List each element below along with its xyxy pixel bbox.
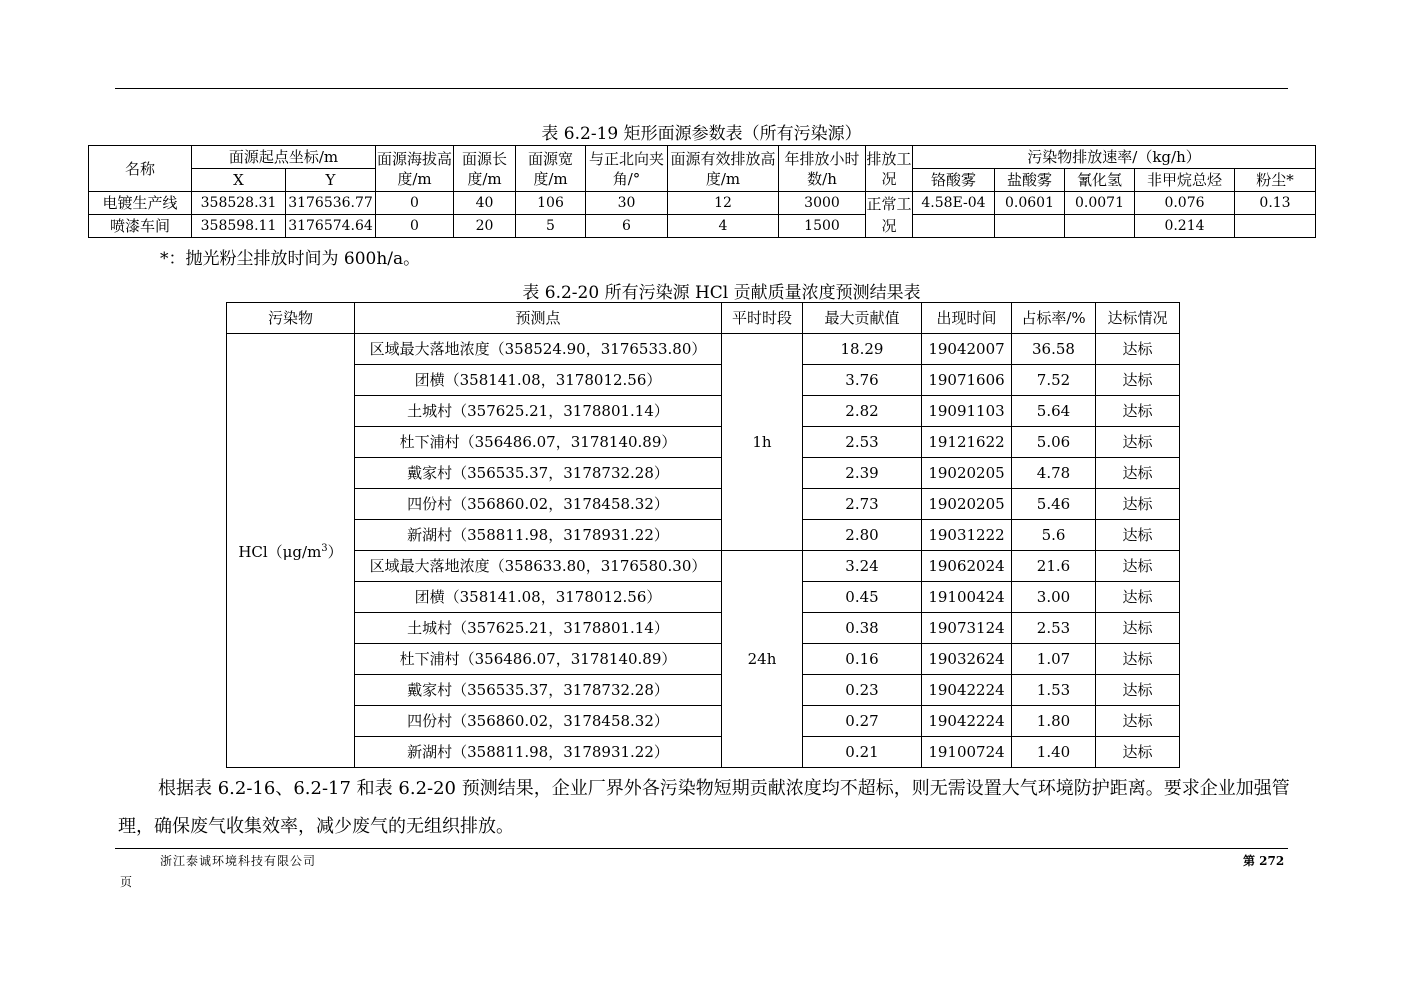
- cell-angle: 6: [586, 215, 668, 238]
- cell-width: 5: [516, 215, 586, 238]
- cell-x: 358528.31: [192, 192, 286, 215]
- cell-max: 0.23: [803, 675, 922, 706]
- cell-ratio: 3.00: [1012, 582, 1096, 613]
- header-dust: 粉尘*: [1235, 169, 1316, 192]
- header-pollutant: 污染物: [227, 303, 355, 334]
- cell-status: 达标: [1096, 644, 1180, 675]
- cell-ratio: 4.78: [1012, 458, 1096, 489]
- cell-max: 0.21: [803, 737, 922, 768]
- cell-ratio: 1.07: [1012, 644, 1096, 675]
- table-row: [227, 365, 1180, 396]
- footer-rule: [115, 848, 1288, 849]
- cell-name: 喷漆车间: [89, 215, 192, 238]
- cell-status: 达标: [1096, 458, 1180, 489]
- table-row: [227, 551, 1180, 582]
- table-row: [227, 334, 1180, 365]
- cell-ratio: 5.46: [1012, 489, 1096, 520]
- cell-period: 1h: [722, 334, 803, 551]
- table2-caption: 表 6.2-20 所有污染源 HCl 贡献质量浓度预测结果表: [522, 283, 921, 303]
- cell-point: 新湖村（358811.98，3178931.22）: [355, 737, 722, 768]
- cell-max: 2.39: [803, 458, 922, 489]
- cell-ratio: 1.53: [1012, 675, 1096, 706]
- cell-time: 19073124: [922, 613, 1012, 644]
- cell-time: 19042007: [922, 334, 1012, 365]
- header-max: 最大贡献值: [803, 303, 922, 334]
- table-row: [227, 613, 1180, 644]
- cell-hcl-gas: [1065, 215, 1135, 238]
- pollutant-label: HCl（μg/m: [238, 543, 322, 561]
- cell-status: 达标: [1096, 334, 1180, 365]
- cell-chromic: 4.58E-04: [913, 192, 995, 215]
- cell-ratio: 5.64: [1012, 396, 1096, 427]
- cell-point: 戴家村（356535.37，3178732.28）: [355, 675, 722, 706]
- header-hcl-gas: 氰化氢: [1065, 169, 1135, 192]
- footer-page-number: 第 272: [1243, 854, 1285, 868]
- cell-dust: 0.13: [1235, 192, 1316, 215]
- header-x: X: [192, 169, 286, 192]
- cell-point: 团横（358141.08，3178012.56）: [355, 365, 722, 396]
- cell-max: 3.76: [803, 365, 922, 396]
- cell-hcl-gas: 0.0071: [1065, 192, 1135, 215]
- cell-length: 40: [454, 192, 516, 215]
- cell-chromic: [913, 215, 995, 238]
- table-row: [227, 396, 1180, 427]
- cell-time: 19020205: [922, 458, 1012, 489]
- table-row: [227, 427, 1180, 458]
- cell-status: 达标: [1096, 365, 1180, 396]
- cell-status: 达标: [1096, 582, 1180, 613]
- cell-point: 团横（358141.08，3178012.56）: [355, 582, 722, 613]
- cell-ratio: 5.6: [1012, 520, 1096, 551]
- cell-width: 106: [516, 192, 586, 215]
- header-annual-hours: 年排放小时数/h: [779, 146, 866, 192]
- table-row: [89, 192, 1316, 215]
- header-hcl-mist: 盐酸雾: [995, 169, 1065, 192]
- cell-status: 达标: [1096, 396, 1180, 427]
- table-row: [227, 644, 1180, 675]
- conclusion-paragraph: 根据表 6.2-16、6.2-17 和表 6.2-20 预测结果，企业厂界外各污染物短期贡献浓度均不超标，则无需设置大气环境防护距离。要求企业加强管理，确保废气收集效率，减少废气的无组织排放。: [118, 778, 1290, 837]
- cell-ratio: 1.80: [1012, 706, 1096, 737]
- footnote: *：抛光粉尘排放时间为 600h/a。: [160, 249, 421, 269]
- pollutant-unit-exponent: 3: [321, 543, 328, 554]
- cell-status: 达标: [1096, 613, 1180, 644]
- cell-status: 达标: [1096, 737, 1180, 768]
- cell-y: 3176536.77: [286, 192, 376, 215]
- cell-condition: 正常工况: [866, 192, 913, 238]
- cell-ratio: 21.6: [1012, 551, 1096, 582]
- cell-max: 18.29: [803, 334, 922, 365]
- header-y: Y: [286, 169, 376, 192]
- header-chromic: 铬酸雾: [913, 169, 995, 192]
- cell-max: 2.73: [803, 489, 922, 520]
- cell-max: 0.45: [803, 582, 922, 613]
- cell-max: 3.24: [803, 551, 922, 582]
- cell-nmhc: 0.076: [1135, 192, 1235, 215]
- area-source-parameter-table: [88, 145, 1316, 238]
- cell-point: 区域最大落地浓度（358633.80，3176580.30）: [355, 551, 722, 582]
- table-row: [227, 582, 1180, 613]
- cell-point: 杜下浦村（356486.07，3178140.89）: [355, 644, 722, 675]
- cell-point: 区域最大落地浓度（358524.90，3176533.80）: [355, 334, 722, 365]
- cell-ratio: 5.06: [1012, 427, 1096, 458]
- header-ratio: 占标率/%: [1012, 303, 1096, 334]
- cell-point: 新湖村（358811.98，3178931.22）: [355, 520, 722, 551]
- cell-time: 19100424: [922, 582, 1012, 613]
- cell-time: 19071606: [922, 365, 1012, 396]
- cell-length: 20: [454, 215, 516, 238]
- cell-time: 19042224: [922, 706, 1012, 737]
- cell-time: 19100724: [922, 737, 1012, 768]
- cell-max: 2.80: [803, 520, 922, 551]
- cell-point: 土城村（357625.21，3178801.14）: [355, 613, 722, 644]
- cell-time: 19020205: [922, 489, 1012, 520]
- cell-time: 19091103: [922, 396, 1012, 427]
- cell-max: 2.53: [803, 427, 922, 458]
- header-origin: 面源起点坐标/m: [192, 146, 376, 169]
- cell-ratio: 2.53: [1012, 613, 1096, 644]
- table-row: [227, 458, 1180, 489]
- header-nmhc: 非甲烷总烃: [1135, 169, 1235, 192]
- table-row: [227, 675, 1180, 706]
- table-row: [227, 706, 1180, 737]
- header-status: 达标情况: [1096, 303, 1180, 334]
- cell-altitude: 0: [376, 192, 454, 215]
- cell-hcl-mist: [995, 215, 1065, 238]
- cell-status: 达标: [1096, 675, 1180, 706]
- cell-x: 358598.11: [192, 215, 286, 238]
- cell-name: 电镀生产线: [89, 192, 192, 215]
- cell-hcl-mist: 0.0601: [995, 192, 1065, 215]
- header-emission-rates: 污染物排放速率/（kg/h）: [913, 146, 1316, 169]
- cell-dust: [1235, 215, 1316, 238]
- header-name: 名称: [89, 146, 192, 192]
- header-length: 面源长度/m: [454, 146, 516, 192]
- cell-max: 0.16: [803, 644, 922, 675]
- cell-time: 19062024: [922, 551, 1012, 582]
- table1-caption: 表 6.2-19 矩形面源参数表（所有污染源）: [541, 124, 862, 144]
- header-rule: [115, 88, 1288, 89]
- header-condition: 排放工况: [866, 146, 913, 192]
- cell-time: 19031222: [922, 520, 1012, 551]
- cell-pollutant: [227, 334, 355, 768]
- header-width: 面源宽度/m: [516, 146, 586, 192]
- cell-point: 四份村（356860.02，3178458.32）: [355, 706, 722, 737]
- cell-point: 土城村（357625.21，3178801.14）: [355, 396, 722, 427]
- cell-time: 19032624: [922, 644, 1012, 675]
- cell-period: 24h: [722, 551, 803, 768]
- cell-nmhc: 0.214: [1135, 215, 1235, 238]
- cell-time: 19042224: [922, 675, 1012, 706]
- cell-time: 19121622: [922, 427, 1012, 458]
- cell-max: 0.27: [803, 706, 922, 737]
- cell-annual-hours: 1500: [779, 215, 866, 238]
- table2-body: [227, 334, 1180, 768]
- cell-status: 达标: [1096, 551, 1180, 582]
- footer-page-unit: 页: [120, 875, 133, 889]
- header-angle: 与正北向夹角/°: [586, 146, 668, 192]
- cell-status: 达标: [1096, 427, 1180, 458]
- header-point: 预测点: [355, 303, 722, 334]
- cell-point: 戴家村（356535.37，3178732.28）: [355, 458, 722, 489]
- header-altitude: 面源海拔高度/m: [376, 146, 454, 192]
- cell-point: 四份村（356860.02，3178458.32）: [355, 489, 722, 520]
- header-time: 出现时间: [922, 303, 1012, 334]
- footer-company: 浙江泰诚环境科技有限公司: [160, 854, 317, 868]
- cell-effective-height: 12: [668, 192, 779, 215]
- cell-annual-hours: 3000: [779, 192, 866, 215]
- cell-ratio: 7.52: [1012, 365, 1096, 396]
- cell-max: 0.38: [803, 613, 922, 644]
- hcl-prediction-table: [226, 302, 1180, 768]
- cell-effective-height: 4: [668, 215, 779, 238]
- cell-altitude: 0: [376, 215, 454, 238]
- table-row: [89, 215, 1316, 238]
- cell-max: 2.82: [803, 396, 922, 427]
- cell-status: 达标: [1096, 706, 1180, 737]
- cell-status: 达标: [1096, 520, 1180, 551]
- header-period: 平时时段: [722, 303, 803, 334]
- cell-y: 3176574.64: [286, 215, 376, 238]
- table-row: [227, 737, 1180, 768]
- cell-point: 杜下浦村（356486.07，3178140.89）: [355, 427, 722, 458]
- cell-ratio: 1.40: [1012, 737, 1096, 768]
- table-row: [227, 520, 1180, 551]
- table-row: [227, 489, 1180, 520]
- pollutant-label-close: ）: [327, 543, 343, 561]
- cell-angle: 30: [586, 192, 668, 215]
- cell-ratio: 36.58: [1012, 334, 1096, 365]
- cell-status: 达标: [1096, 489, 1180, 520]
- header-effective-height: 面源有效排放高度/m: [668, 146, 779, 192]
